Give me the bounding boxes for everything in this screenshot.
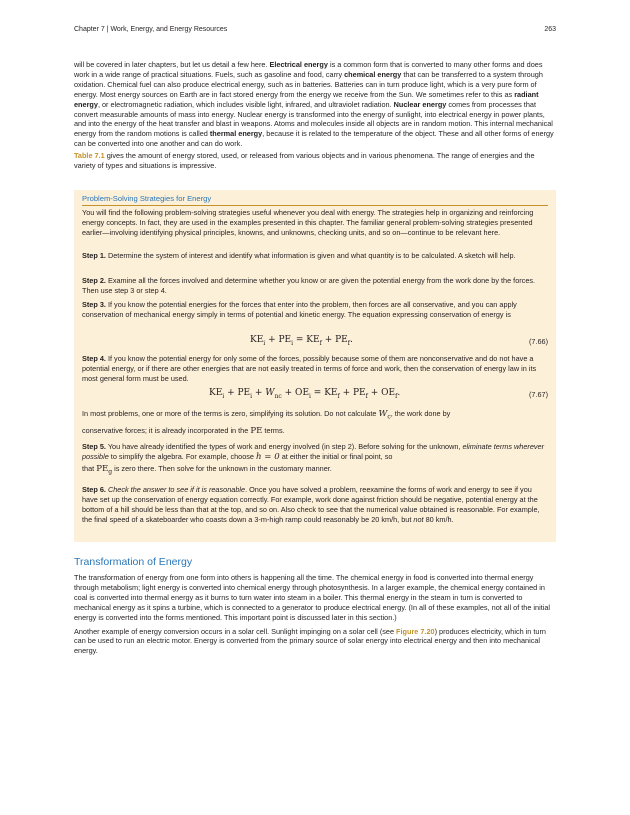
page-number: 263 <box>544 26 556 33</box>
box-intro: You will find the following problem-solving strategies useful whenever you deal with energy. The strategies help in organizing and reinforcing energy concepts. In fact, they are used in the examples presented in this chapter. The familiar general problem-solving strategies presented earlier—involving identifying physical principles, knowns, and unknowns, checking units, and so on—continue to be relevant here. <box>82 208 534 237</box>
zero-terms-note: In most problems, one or more of the terms is zero, simplifying its solution. Do not calculate $W_c$, the work done by <box>82 409 451 421</box>
box-title: Problem-Solving Strategies for Energy <box>82 194 212 203</box>
page-header <box>74 26 556 33</box>
equation-number-7-66: (7.66) <box>528 337 548 346</box>
equation-7-67: $KE_i + PE_i + W_{nc} + OE_i = KE_f + PE_f + OE_f$. <box>209 388 401 400</box>
step-4: Step 4. If you know the potential energy for only some of the forces, possibly because some of them are nonconservative and do not have a potential energy, or if there are other energies that are not easily treated in terms of force and work, then the conservation of energy law in its most general form must be used. <box>82 354 537 383</box>
equation-7-66: $KE_i + PE_i = KE_f + PE_f$. <box>250 335 353 347</box>
equation-number-7-67: (7.67) <box>528 390 548 399</box>
step-1: Step 1. Determine the system of interest and identify what information is given and what quantity is to be calculated. A sketch will help. <box>82 251 516 260</box>
figure-link[interactable]: Figure 7.20 <box>396 626 435 636</box>
step-5-cont: that $PE_g$ is zero there. Then solve for the unknown in the customary manner. <box>82 464 332 476</box>
table-link[interactable]: Table 7.1 <box>74 151 105 161</box>
step-6: Step 6. Check the answer to see if it is reasonable. Once you have solved a problem, reexamine the forms of work and energy to see if you have set up the conservation of energy equation correctly. For example, work done against friction should be negative, potential energy at the bottom of a hill should be less than that at the top, and so on. Also check to see that the numerical value obtained is reasonable. For example, the final speed of a skateboarder who coasts down a 3-m-high ramp could reasonably be 20 km/h, but not 80 km/h. <box>82 485 540 524</box>
box-title-rule <box>82 205 548 206</box>
step-2: Step 2. Examine all the forces involved and determine whether you know or are given the potential energy from the work done by the forces. Then use step 3 or step 4. <box>82 276 536 295</box>
problem-solving-box <box>74 190 556 542</box>
section-title: Transformation of Energy <box>74 556 193 568</box>
section-paragraph-1: The transformation of energy from one form into others is happening all the time. The chemical energy in food is converted into thermal energy through metabolism; light energy is converted into chemical energy through photosynthesis. In a larger example, the chemical energy contained in coal is converted into thermal energy as it burns to turn water into steam in a boiler. This thermal energy in the steam in turn is converted to mechanical energy as it spins a turbine, which is connected to a generator to produce electrical energy. (In all of these examples, not all of the initial energy is converted into the forms mentioned. This important point is discussed later in this section.) <box>74 573 551 622</box>
zero-terms-note-2: conservative forces; it is already incorporated in the PE terms. <box>82 426 285 436</box>
intro-paragraph: will be covered in later chapters, but let us detail a few here. Electrical energy is a common form that is converted to many other forms and does work in a wide range of practical situations. Fuels, such as gasoline and food, carry chemical energy that can be transferred to a system through oxidation. Chemical fuel can also produce electrical energy, such as in batteries. Batteries can in turn produce light, which is a very pure form of energy. Most energy sources on Earth are in fact stored energy from the energy we receive from the Sun. We sometimes refer to this as radiant energy, or electromagnetic radiation, which includes visible light, infrared, and ultraviolet radiation. Nuclear energy comes from processes that convert measurable amounts of mass into energy. Nuclear energy is transformed into the energy of sunlight, into electrical energy in power plants, and into the energy of the heat transfer and blast in weapons. Atoms and molecules inside all objects are in random motion. This internal mechanical energy from the random motions is called thermal energy, because it is related to the temperature of the object. These and all other forms of energy can be converted into one another and can do work. <box>74 60 554 149</box>
step-3: Step 3. If you know the potential energies for the forces that enter into the problem, then forces are all conservative, and you can apply conservation of mechanical energy simply in terms of potential and kinetic energy. The equation expressing conservation of energy is <box>82 300 517 319</box>
section-paragraph-2: Another example of energy conversion occurs in a solar cell. Sunlight impinging on a solar cell (see Figure 7.20) produces electricity, which in turn can be used to run an electric motor. Energy is converted from the primary source of solar energy into electrical energy and then into mechanical energy. <box>74 626 546 656</box>
chapter-title: Chapter 7 | Work, Energy, and Energy Resources <box>74 26 228 33</box>
section-body <box>74 573 556 656</box>
step-5: Step 5. You have already identified the types of work and energy involved (in step 2). Before solving for the unknown, eliminate terms wherever possible to simplify the algebra. For example, choose h = 0 at either the initial or final point, so <box>82 442 545 462</box>
table-paragraph: Table 7.1 gives the amount of energy stored, used, or released from various objects and in various phenomena. The range of energies and the variety of types and situations is impressive. <box>74 151 535 171</box>
intro-paragraph-block <box>74 60 556 171</box>
